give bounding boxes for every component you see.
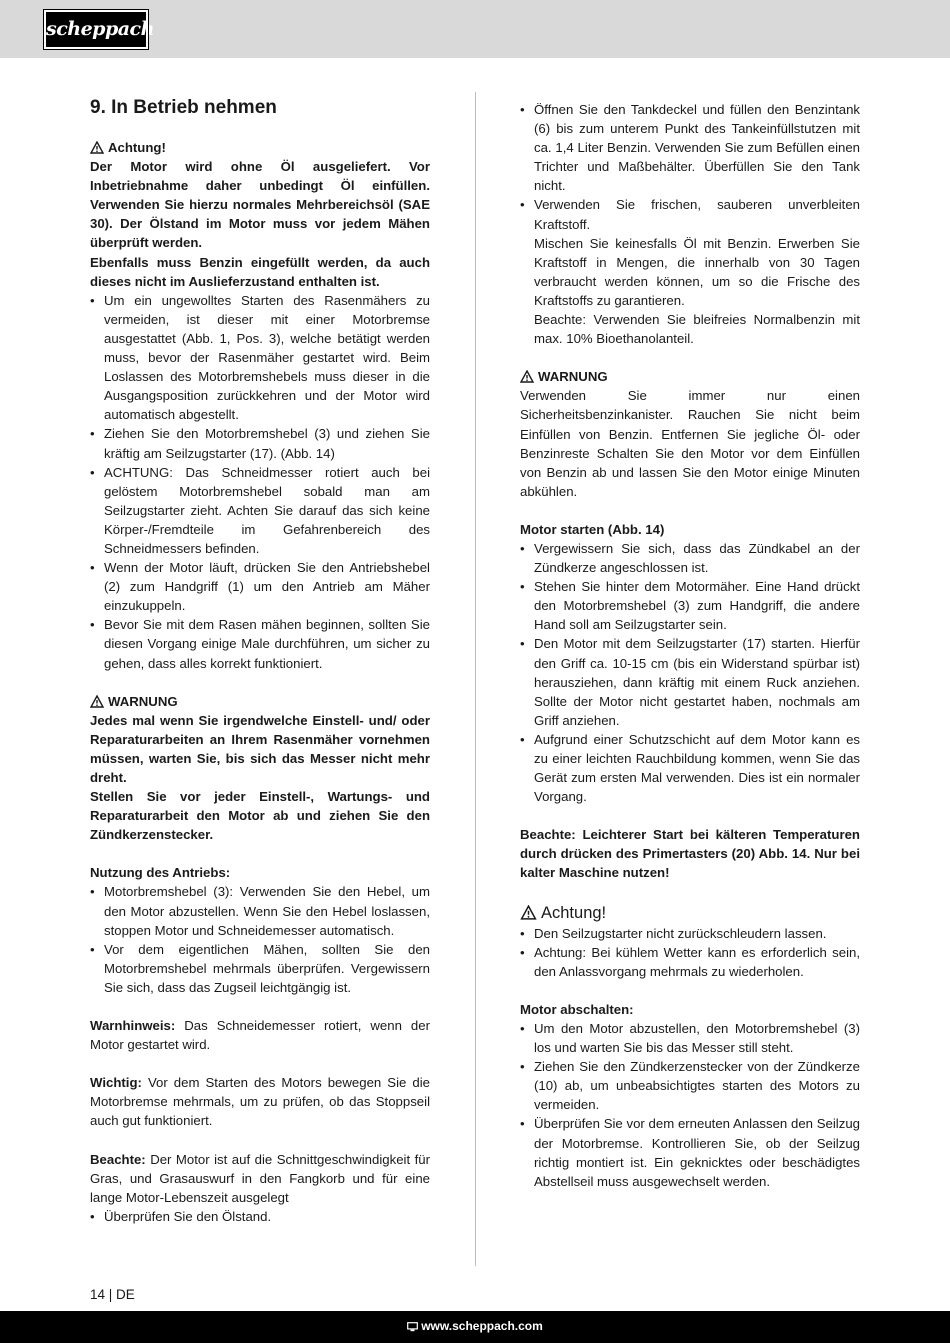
list-item: • Bevor Sie mit dem Rasen mähen beginnen, sollten Sie diesen Vorgang einige Male durchführen, um sicher zu gehen, dass alles korrekt funktioniert. xyxy=(90,615,430,672)
page-number: 14 | DE xyxy=(90,1287,135,1302)
list-item: • Verwenden Sie frischen, sauberen unverbleiten Kraftstoff. Mischen Sie keinesfalls Öl mit Benzin. Erwerben Sie Kraftstoff in Mengen, die innerhalb von 30 Tagen verbraucht werden können, um so die Frische des Kraftstoffs zu garantieren. Beachte: Verwenden Sie bleifreies Normalbenzin mit max. 10% Bioethanolanteil. xyxy=(520,195,860,348)
left-column xyxy=(90,96,430,1226)
start-instructions-list xyxy=(90,291,430,673)
list-item: • Wenn der Motor läuft, drücken Sie den Antriebshebel (2) zum Handgriff (1) um den Antrieb am Mäher einzukuppeln. xyxy=(90,558,430,615)
beachte-note: Beachte: Der Motor ist auf die Schnittgeschwindigkeit für Gras, und Grasauswurf in den Fangkorb und für eine lange Motor-Lebenszeit ausgelegt xyxy=(90,1151,430,1205)
drive-list xyxy=(90,882,430,997)
attention-heading xyxy=(90,138,430,157)
brand-logo: scheppach xyxy=(44,10,148,49)
list-item: • Den Motor mit dem Seilzugstarter (17) starten. Hierfür den Griff ca. 10-15 cm (bis ein Widerstand spürbar ist) herausziehen, dann kräftig mit einem Ruck anziehen. Sollte der Motor nicht gestartet haben, nochmals am Griff anziehen. xyxy=(520,634,860,729)
important-note: Wichtig: Vor dem Starten des Motors bewegen Sie die Motorbremse mehrmals, um zu prüfen, ob das Stoppseil auch gut funktioniert. xyxy=(90,1075,430,1129)
warning-label: WARNUNG xyxy=(538,369,608,385)
warning-text: Stellen Sie vor jeder Einstell-, Wartungs- und Reparaturarbeit den Motor ab und ziehen Sie den Zündkerzenstecker. xyxy=(90,789,430,843)
warning-triangle-icon xyxy=(90,695,104,708)
attention-label: Achtung! xyxy=(108,140,166,155)
start-heading: Motor starten (Abb. 14) xyxy=(520,521,665,537)
list-item: • ACHTUNG: Das Schneidmesser rotiert auch bei gelöstem Motorbremshebel sobald man am Seilzugstarter zieht. Achten Sie darauf das sich keine Körper-/Fremdteile im Gefahrenbereich des Schneidmessers befinden. xyxy=(90,463,430,558)
warning-heading xyxy=(90,692,430,711)
list-item: • Überprüfen Sie vor dem erneuten Anlassen den Seilzug der Motorbremse. Kontrollieren Sie, ob der Seilzug richtig montiert ist. Ein geknicktes oder beschädigtes Abstellseil muss ausgewechselt werden. xyxy=(520,1114,860,1190)
fuel-type-text: Beachte: Verwenden Sie bleifreies Normalbenzin mit max. 10% Bioethanolanteil. xyxy=(534,312,860,347)
warning-text: Verwenden Sie immer nur einen Sicherheitsbenzinkanister. Rauchen Sie nicht beim Einfüllen von Benzin. Entfernen Sie jegliche Öl- oder Benzinreste Schalten Sie den Motor vor dem Einfüllen von Benzin ab und lassen Sie den Motor einige Minuten abkühlen. xyxy=(520,388,860,499)
section-title: 9. In Betrieb nehmen xyxy=(90,97,277,118)
drive-heading: Nutzung des Antriebs: xyxy=(90,865,231,881)
warn-note: Warnhinweis: Das Schneidemesser rotiert, wenn der Motor gestartet wird. xyxy=(90,1018,430,1053)
fuel-list xyxy=(520,100,860,348)
list-item: • Stehen Sie hinter dem Motormäher. Eine Hand drückt den Motorbremshebel (3) zum Handgriff, die andere Hand soll am Seilzugstarter sein. xyxy=(520,577,860,634)
list-item: • Vergewissern Sie sich, dass das Zündkabel an der Zündkerze angeschlossen ist. xyxy=(520,539,860,577)
column-divider xyxy=(475,92,476,1266)
warning-heading xyxy=(520,367,860,386)
footer-band xyxy=(0,1311,950,1343)
fuel-notice: Ebenfalls muss Benzin eingefüllt werden, da auch dieses nicht im Auslieferzustand enthalten ist. xyxy=(90,254,430,289)
list-item: • Aufgrund einer Schutzschicht auf dem Motor kann es zu einer leichten Rauchbildung kommen, wenn Sie das Gerät zum ersten Mal verwenden. Dies ist ein normaler Vorgang. xyxy=(520,730,860,806)
oil-check-list xyxy=(90,1207,430,1226)
fuel-mix-text: Mischen Sie keinesfalls Öl mit Benzin. Erwerben Sie Kraftstoff in Mengen, die innerhalb von 30 Tagen verbraucht werden können, um so die Frische des Kraftstoffs zu garantieren. xyxy=(534,235,860,308)
warning-triangle-icon xyxy=(520,905,537,920)
stop-heading: Motor abschalten: xyxy=(520,1001,634,1017)
list-item: • Um den Motor abzustellen, den Motorbremshebel (3) los und warten Sie bis das Messer still steht. xyxy=(520,1019,860,1057)
list-item: • Um ein ungewolltes Starten des Rasenmähers zu vermeiden, ist dieser mit einer Motorbremse ausgestattet (Abb. 1, Pos. 3), welche betätigt werden muss, bevor der Rasenmäher gestartet wird. Beim Loslassen des Motorbremshebels muss dieser in die Ausgangsposition zurückkehren und der Motor wird automatisch abgestellt. xyxy=(90,291,430,425)
attention-heading xyxy=(520,902,860,924)
list-item: • Öffnen Sie den Tankdeckel und füllen den Benzintank (6) bis zum unterem Punkt des Tankeinfüllstutzen mit ca. 1,4 Liter Benzin. Verwenden Sie zum Befüllen einen Trichter und Maßbehälter. Überfüllen Sie den Tank nicht. xyxy=(520,100,860,195)
list-item: • Motorbremshebel (3): Verwenden Sie den Hebel, um den Motor abzustellen. Wenn Sie den Hebel loslassen, stoppen Motor und Schneidemesser automatisch. xyxy=(90,882,430,939)
warning-label: WARNUNG xyxy=(108,693,178,709)
attention-label: Achtung! xyxy=(541,903,607,922)
cold-start-note: Beachte: Leichterer Start bei kälteren Temperaturen durch drücken des Primertasters (20) Abb. 14. Nur bei kalter Maschine nutzen! xyxy=(520,827,860,881)
oil-notice: Der Motor wird ohne Öl ausgeliefert. Vor Inbetriebnahme daher unbedingt Öl einfüllen. Verwenden Sie hierzu normales Mehrbereichsöl (SAE 30). Der Ölstand im Motor muss vor jedem Mähen überprüft werden. xyxy=(90,159,430,251)
warning-triangle-icon xyxy=(90,141,104,154)
list-item: • Vor dem eigentlichen Mähen, sollten Sie den Motorbremshebel mehrmals überprüfen. Vergewissern Sie sich, dass das Zugseil leichtgängig ist. xyxy=(90,940,430,997)
list-item: • Überprüfen Sie den Ölstand. xyxy=(90,1207,430,1226)
list-item: • Ziehen Sie den Motorbremshebel (3) und ziehen Sie kräftig am Seilzugstarter (17). (Abb. 14) xyxy=(90,424,430,462)
header-band xyxy=(0,0,950,58)
website-link[interactable]: www.scheppach.com xyxy=(421,1319,543,1333)
stop-list xyxy=(520,1019,860,1191)
warning-triangle-icon xyxy=(520,370,534,383)
list-item: • Den Seilzugstarter nicht zurückschleudern lassen. xyxy=(520,924,860,943)
start-list xyxy=(520,539,860,806)
warning-text: Jedes mal wenn Sie irgendwelche Einstell- und/ oder Reparaturarbeiten an Ihrem Rasenmäher vornehmen müssen, warten Sie, bis sich das Messer nicht mehr dreht. xyxy=(90,712,430,785)
monitor-icon xyxy=(407,1313,418,1343)
attention-list xyxy=(520,924,860,981)
list-item: • Achtung: Bei kühlem Wetter kann es erforderlich sein, den Anlassvorgang mehrmals zu wiederholen. xyxy=(520,943,860,981)
right-column xyxy=(520,100,860,1191)
list-item: • Ziehen Sie den Zündkerzenstecker von der Zündkerze (10) ab, um unbeabsichtigtes starten des Motors zu vermeiden. xyxy=(520,1057,860,1114)
